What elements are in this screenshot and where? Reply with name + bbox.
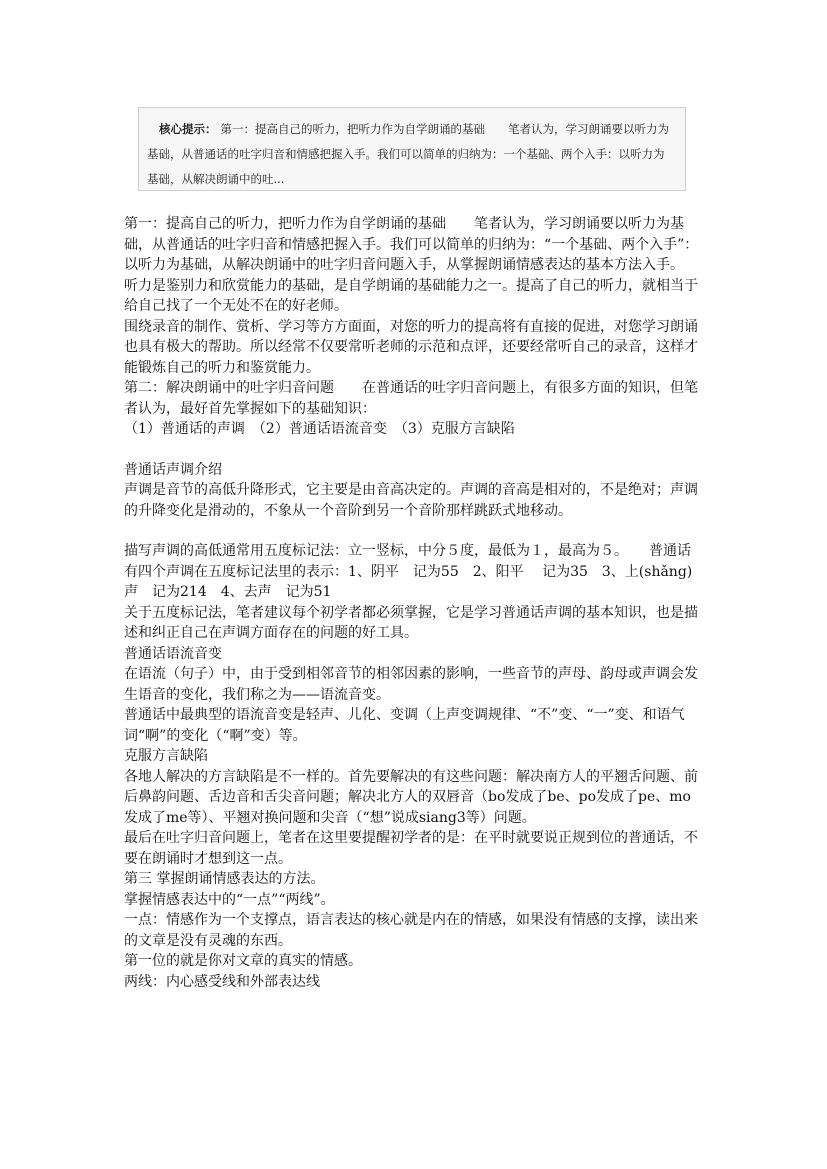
paragraph: 第三 掌握朗诵情感表达的方法。: [124, 871, 325, 887]
section-heading: 普通话声调介绍: [124, 461, 222, 478]
paragraph: 第一：提高自己的听力，把听力作为自学朗诵的基础 笔者认为，学习朗诵要以听力为基础，从普通话的吐字归音和情感把握入手。我们可以简单的归纳为：“一个基础、两个入手”：以听力为基础，从解决朗诵中的吐字归音问题入手，从掌握朗诵情感表达的基本方法入手。: [124, 216, 699, 273]
spacer: [124, 440, 704, 460]
paragraph: 第一位的就是你对文章的真实的情感。: [124, 953, 362, 969]
core-tip-label: 核心提示：: [159, 122, 217, 136]
paragraph: 一点：情感作为一个支撑点，语言表达的核心就是内在的情感，如果没有情感的支撑，读出来的文章是没有灵魂的东西。: [124, 912, 698, 949]
paragraph: 声调是音节的高低升降形式，它主要是由音高决定的。声调的音高是相对的，不是绝对；声调的升降变化是滑动的，不象从一个音阶到另一个音阶那样跳跃式地移动。: [124, 482, 698, 519]
paragraph: 在语流（句子）中，由于受到相邻音节的相邻因素的影响，一些音节的声母、韵母或声调会发生语音的变化，我们称之为——语流音变。: [124, 666, 698, 703]
section-heading: 普通话语流音变: [124, 645, 222, 662]
paragraph: 掌握情感表达中的“一点”“两线”。: [124, 891, 335, 908]
paragraph: 关于五度标记法，笔者建议每个初学者都必须掌握，它是学习普通话声调的基本知识，也是描述和纠正自己在声调方面存在的问题的好工具。: [124, 604, 698, 641]
paragraph: 听力是鉴别力和欣赏能力的基础，是自学朗诵的基础能力之一。提高了自己的听力，就相当于给自己找了一个无处不在的好老师。: [124, 277, 698, 314]
paragraph: 普通话中最典型的语流音变是轻声、儿化、变调（上声变调规律、“不”变、“一”变、和语气词“啊”的变化（“啊”变）等。: [124, 707, 685, 744]
paragraph: 各地人解决的方言缺陷是不一样的。首先要解决的有这些问题：解决南方人的平翘舌问题、前后鼻韵问题、舌边音和舌尖音问题；解决北方人的双唇音（bo发成了be、po发成了pe、mo发成了me等）、平翘对换问题和尖音（“想”说成siang3等）问题。: [124, 768, 698, 826]
paragraph: 围绕录音的制作、赏析、学习等方方面面，对您的听力的提高将有直接的促进，对您学习朗诵也具有极大的帮助。所以经常不仅要常听老师的示范和点评，还要经常听自己的录音，这样才能锻炼自己的听力和鉴赏能力。: [124, 318, 698, 376]
core-tip-box: [138, 107, 686, 191]
spacer: [124, 521, 704, 541]
paragraph: （1）普通话的声调 （2）普通话语流音变 （3）克服方言缺陷: [124, 421, 515, 437]
core-tip-text: 第一：提高自己的听力，把听力作为自学朗诵的基础 笔者认为，学习朗诵要以听力为基础，从普通话的吐字归音和情感把握入手。我们可以简单的归纳为：一个基础、两个入手：以听力为基础，从解决朗诵中的吐...: [147, 122, 669, 186]
paragraph: 最后在吐字归音问题上，笔者在这里要提醒初学者的是：在平时就要说正规到位的普通话，不要在朗诵时才想到这一点。: [124, 830, 698, 867]
paragraph: 两线：内心感受线和外部表达线: [124, 973, 320, 990]
paragraph: 描写声调的高低通常用五度标记法：立一竖标，中分５度，最低为１，最高为５。 普通话有四个声调在五度标记法里的表示：1、阴平 记为55 2、阳平 记为35 3、上(shǎng)声 记为214 4、去声 记为51: [124, 543, 693, 600]
paragraph: 第二：解决朗诵中的吐字归音问题 在普通话的吐字归音问题上，有很多方面的知识，但笔者认为，最好首先掌握如下的基础知识：: [124, 380, 698, 417]
section-heading: 克服方言缺陷: [124, 748, 208, 764]
article-body: [124, 214, 704, 992]
